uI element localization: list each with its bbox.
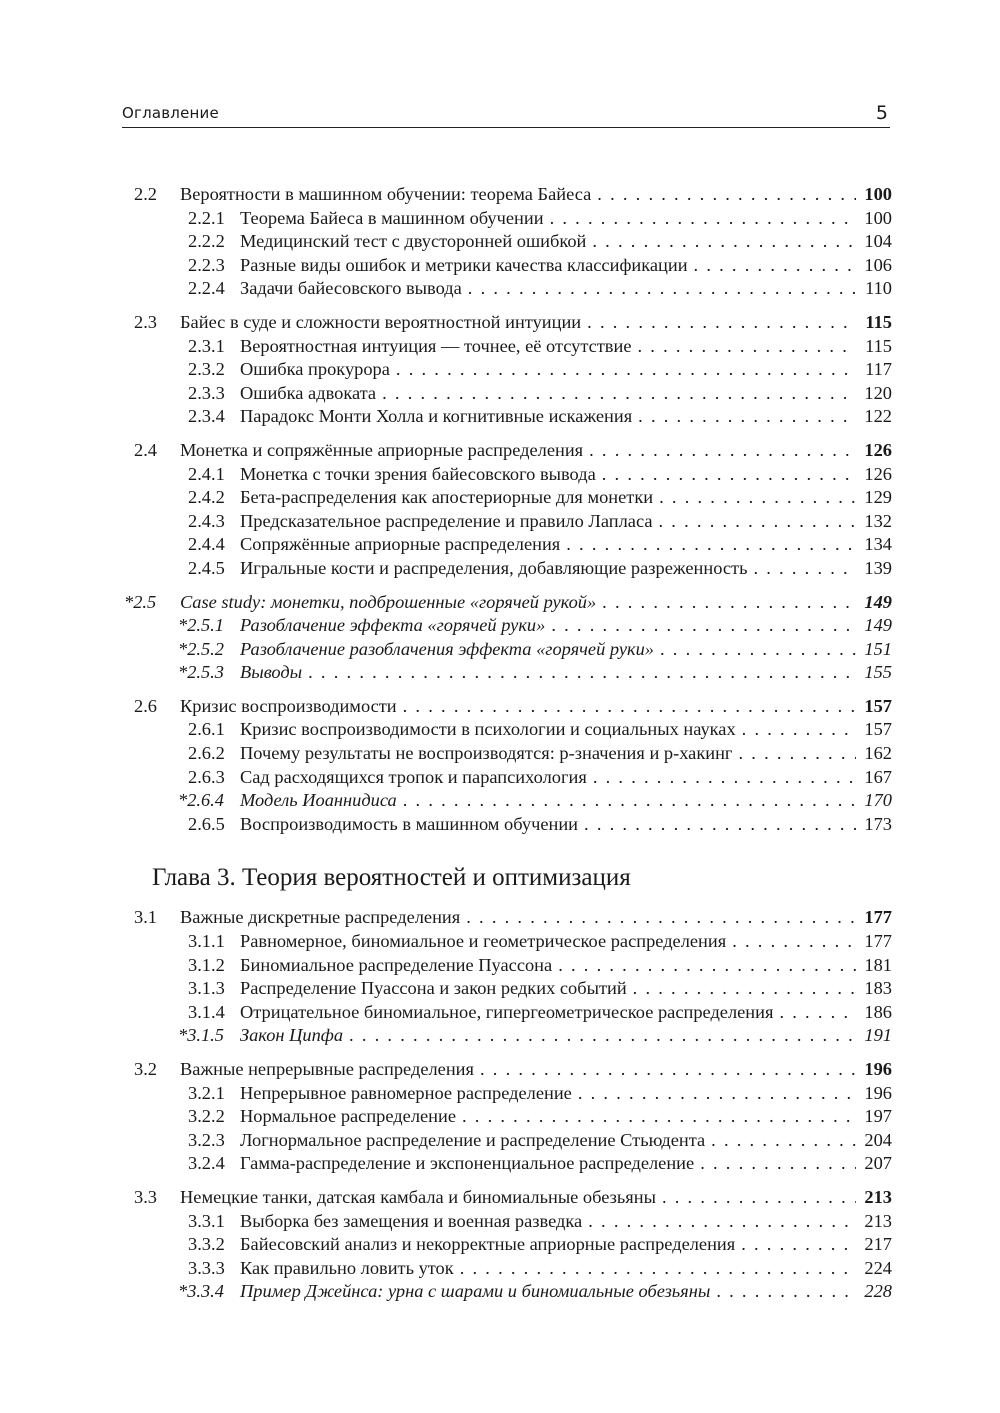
toc-subsection[interactable] — [122, 977, 892, 1001]
toc-page-number: 217 — [864, 1234, 892, 1255]
toc-subsection-number: 3.3.2 — [188, 1234, 225, 1255]
leader-dots — [584, 813, 856, 837]
leader-dots — [738, 742, 856, 766]
toc-subsection-number: 2.4.2 — [188, 487, 225, 508]
toc-page-number: 167 — [864, 766, 892, 787]
toc-section-title: Вероятности в машинном обучении: теорема Байеса — [180, 184, 592, 204]
toc-subsection-title: Бета-распределения как апостериорные для монетки — [240, 487, 654, 508]
toc-section[interactable] — [122, 439, 892, 463]
toc-page-number: 110 — [865, 278, 892, 299]
toc-section-number: 2.4 — [134, 439, 157, 460]
toc-subsection-title: Гамма-распределение и экспоненциальное распределение — [240, 1153, 695, 1174]
toc-subsection[interactable] — [122, 1152, 892, 1176]
leader-dots — [638, 335, 857, 359]
toc-subsection-title: Нормальное распределение — [240, 1106, 456, 1127]
leader-dots — [466, 906, 856, 930]
toc-subsection-title: Распределение Пуассона и закон редких событий — [240, 978, 627, 999]
leader-dots — [659, 486, 856, 510]
toc-page-number: 213 — [864, 1210, 892, 1231]
toc-subsection-title: Модель Иоаннидиса — [240, 790, 397, 811]
toc-subsection-title: Теорема Байеса в машинном обучении — [240, 207, 544, 228]
leader-dots — [779, 1001, 856, 1025]
leader-dots — [638, 405, 856, 429]
toc-page-number: 155 — [864, 662, 892, 683]
toc-section-number: *2.5 — [124, 591, 157, 612]
toc-subsection-number: 2.2.2 — [188, 231, 225, 252]
toc-section-title: Немецкие танки, датская камбала и биномиальные обезьяны — [180, 1186, 656, 1207]
toc-page-number: 115 — [865, 335, 892, 356]
toc-page-number: 120 — [864, 382, 892, 403]
toc-subsection[interactable] — [122, 718, 892, 742]
leader-dots — [480, 1058, 856, 1082]
leader-dots — [602, 591, 856, 615]
toc-subsection-number: 2.3.2 — [188, 359, 225, 380]
leader-dots — [592, 230, 856, 254]
toc-subsection[interactable] — [122, 335, 892, 359]
toc-subsection-number: 2.6.3 — [188, 766, 225, 787]
leader-dots — [403, 789, 856, 813]
toc-subsection[interactable] — [122, 1129, 892, 1153]
toc-subsection-title: Сад расходящихся тропок и парапсихология — [240, 766, 587, 787]
toc-subsection[interactable] — [122, 510, 892, 534]
toc-subsection-title: Задачи байесовского вывода — [240, 278, 462, 299]
toc-page-number: 191 — [864, 1025, 892, 1046]
toc-subsection-title: Как правильно ловить уток — [240, 1257, 454, 1278]
toc-subsection-number: 2.3.4 — [188, 406, 225, 427]
toc-subsection-title: Закон Ципфа — [240, 1025, 344, 1046]
toc-page-number: 115 — [865, 311, 892, 332]
toc-subsection[interactable] — [122, 533, 892, 557]
toc-subsection-title: Непрерывное равномерное распределение — [240, 1082, 572, 1103]
toc-subsection-title: Игральные кости и распределения, добавляющие разреженность — [240, 557, 748, 578]
leader-dots — [578, 1082, 856, 1106]
toc-page-number: 100 — [864, 207, 892, 228]
toc-section-number: 2.6 — [134, 695, 157, 716]
toc-subsection-title: Сопряжённые априорные распределения — [240, 534, 561, 555]
toc-page-number: 177 — [864, 931, 892, 952]
leader-dots — [659, 510, 856, 534]
leader-dots — [396, 358, 856, 382]
toc-page-number: 162 — [864, 743, 892, 764]
toc-page-number: 149 — [864, 615, 892, 636]
toc-page-number: 104 — [864, 231, 892, 252]
toc-subsection-number: *2.5.2 — [178, 638, 224, 659]
toc-subsection[interactable] — [122, 1280, 892, 1304]
toc-page-number: 170 — [864, 790, 892, 811]
toc-subsection-title: Разоблачение разоблачения эффекта «горячей руки» — [240, 638, 654, 659]
leader-dots — [566, 533, 856, 557]
toc-subsection-number: 3.2.2 — [188, 1106, 225, 1127]
toc-subsection-number: *3.1.5 — [178, 1025, 224, 1046]
toc-subsection-number: *2.6.4 — [178, 790, 224, 811]
toc-subsection[interactable] — [122, 277, 892, 301]
toc-page-number: 186 — [864, 1001, 892, 1022]
toc-subsection-number: 2.4.4 — [188, 534, 225, 555]
toc-section-title: Кризис воспроизводимости — [180, 695, 397, 716]
toc-section[interactable] — [122, 695, 892, 719]
toc-subsection[interactable] — [122, 1082, 892, 1106]
leader-dots — [550, 207, 856, 231]
toc-subsection-number: 2.2.1 — [188, 207, 225, 228]
leader-dots — [403, 695, 856, 719]
toc-subsection-title: Логнормальное распределение и распределение Стьюдента — [240, 1129, 706, 1150]
toc-section-number: 3.3 — [134, 1186, 157, 1207]
toc-page-number: 134 — [864, 534, 892, 555]
toc-subsection[interactable] — [122, 405, 892, 429]
toc-section-title: Монетка и сопряжённые априорные распределения — [180, 439, 584, 460]
leader-dots — [349, 1024, 856, 1048]
toc-section[interactable] — [122, 1186, 892, 1210]
toc-subsection[interactable] — [122, 1024, 892, 1048]
leader-dots — [660, 638, 856, 662]
toc-section-title: Важные непрерывные распределения — [180, 1059, 474, 1079]
toc-subsection-title: Монетка с точки зрения байесовского вывода — [240, 463, 596, 484]
leader-dots — [753, 557, 856, 581]
toc-subsection-title: Вероятностная интуиция — точнее, её отсутствие — [240, 335, 632, 356]
leader-dots — [588, 1210, 856, 1234]
toc-section-number: 2.3 — [134, 311, 157, 332]
toc-subsection[interactable] — [122, 789, 892, 813]
leader-dots — [741, 1233, 856, 1257]
toc-subsection-number: 3.1.1 — [188, 931, 225, 952]
toc-page-number: 173 — [864, 813, 892, 834]
toc-subsection[interactable] — [122, 358, 892, 382]
leader-dots — [633, 977, 856, 1001]
toc-section-number: 3.2 — [134, 1059, 157, 1079]
toc-subsection-number: 3.1.2 — [188, 954, 225, 975]
toc-page-number: 207 — [864, 1153, 892, 1174]
toc-subsection[interactable] — [122, 614, 892, 638]
toc-subsection[interactable] — [122, 766, 892, 790]
toc-page-number: 197 — [864, 1106, 892, 1127]
toc-subsection-number: 2.3.1 — [188, 335, 225, 356]
page-number: 5 — [875, 102, 888, 124]
toc-subsection-title: Почему результаты не воспроизводятся: p-значения и p-хакинг — [240, 743, 733, 764]
leader-dots — [742, 718, 856, 742]
toc-subsection[interactable] — [122, 1210, 892, 1234]
toc-subsection[interactable] — [122, 254, 892, 278]
toc-section-number: 2.2 — [134, 184, 157, 204]
leader-dots — [462, 1105, 856, 1129]
toc-subsection[interactable] — [122, 930, 892, 954]
leader-dots — [732, 930, 856, 954]
toc-subsection-number: *3.3.4 — [178, 1281, 224, 1302]
toc-subsection-title: Равномерное, биномиальное и геометрическое распределения — [240, 931, 727, 952]
toc-page-number: 157 — [864, 695, 892, 716]
toc-subsection[interactable] — [122, 463, 892, 487]
toc-subsection[interactable] — [122, 486, 892, 510]
toc-page-number: 213 — [864, 1186, 892, 1207]
toc-subsection[interactable] — [122, 557, 892, 581]
toc-page-number: 126 — [864, 463, 892, 484]
toc-page-number: 149 — [864, 591, 892, 612]
toc-section[interactable] — [122, 1058, 892, 1082]
toc-subsection-title: Разные виды ошибок и метрики качества классификации — [240, 254, 688, 275]
running-header-title: Оглавление — [122, 104, 219, 122]
toc-subsection[interactable] — [122, 1105, 892, 1129]
toc-page-number: 139 — [864, 557, 892, 578]
toc-subsection-number: 2.3.3 — [188, 382, 225, 403]
toc-section[interactable] — [122, 183, 892, 207]
toc-page-number: 100 — [864, 184, 892, 204]
leader-dots — [597, 183, 856, 207]
toc-subsection-number: 2.4.5 — [188, 557, 225, 578]
toc-subsection-number: 2.4.1 — [188, 463, 225, 484]
toc-subsection-number: 2.2.4 — [188, 278, 225, 299]
toc-subsection[interactable] — [122, 207, 892, 231]
toc-page-number: 122 — [864, 406, 892, 427]
toc-section[interactable] — [122, 591, 892, 615]
toc-section-title: Байес в суде и сложности вероятностной интуиции — [180, 311, 582, 332]
toc-subsection-number: 2.2.3 — [188, 254, 225, 275]
leader-dots — [593, 766, 856, 790]
toc-subsection-number: 3.3.3 — [188, 1257, 225, 1278]
toc-subsection-number: 2.6.5 — [188, 813, 225, 834]
toc-subsection[interactable] — [122, 1233, 892, 1257]
toc-subsection[interactable] — [122, 638, 892, 662]
toc-page-number: 157 — [864, 719, 892, 740]
toc-subsection-number: 3.2.1 — [188, 1082, 225, 1103]
toc-page-number: 204 — [864, 1129, 892, 1150]
toc-subsection[interactable] — [122, 382, 892, 406]
toc-section-title: Важные дискретные распределения — [180, 907, 461, 928]
toc-subsection[interactable] — [122, 661, 892, 685]
leader-dots — [602, 463, 856, 487]
toc-subsection-number: 3.2.4 — [188, 1153, 225, 1174]
leader-dots — [460, 1257, 856, 1281]
leader-dots — [558, 954, 856, 978]
toc-subsection-title: Ошибка прокурора — [240, 359, 390, 380]
toc-subsection-title: Выводы — [240, 662, 303, 683]
toc-subsection-number: 3.2.3 — [188, 1129, 225, 1150]
leader-dots — [382, 382, 856, 406]
toc-subsection-title: Байесовский анализ и некорректные априорные распределения — [240, 1234, 736, 1255]
toc-subsection[interactable] — [122, 1257, 892, 1281]
toc-page-number: 106 — [864, 254, 892, 275]
toc-section-title: Case study: монетки, подброшенные «горячей рукой» — [180, 591, 597, 612]
toc-subsection-title: Ошибка адвоката — [240, 382, 377, 403]
toc-page-number: 196 — [864, 1059, 892, 1079]
toc-page-number: 132 — [864, 510, 892, 531]
toc-subsection-number: 2.4.3 — [188, 510, 225, 531]
toc-page-number: 177 — [864, 907, 892, 928]
chapter-heading[interactable]: Глава 3. Теория вероятностей и оптимизация — [152, 864, 631, 892]
leader-dots — [468, 277, 856, 301]
toc-page-number: 129 — [864, 487, 892, 508]
leader-dots — [308, 661, 856, 685]
leader-dots — [662, 1186, 856, 1210]
leader-dots — [551, 614, 856, 638]
leader-dots — [711, 1129, 856, 1153]
toc-page-number: 117 — [865, 359, 892, 380]
toc-subsection[interactable] — [122, 1001, 892, 1025]
toc-page-number: 183 — [864, 978, 892, 999]
toc-subsection-title: Медицинский тест с двусторонней ошибкой — [240, 231, 587, 252]
toc-page-number: 196 — [864, 1082, 892, 1103]
toc-page-number: 224 — [864, 1257, 892, 1278]
toc-subsection-number: *2.5.3 — [178, 662, 224, 683]
toc-subsection-title: Парадокс Монти Холла и когнитивные искажения — [240, 406, 633, 427]
toc-subsection-title: Отрицательное биномиальное, гипергеометрическое распределения — [240, 1001, 774, 1022]
toc-subsection-number: 2.6.1 — [188, 719, 225, 740]
running-header — [122, 101, 890, 128]
toc-subsection-title: Выборка без замещения и военная разведка — [240, 1210, 583, 1231]
toc-subsection[interactable] — [122, 954, 892, 978]
toc-subsection-title: Разоблачение эффекта «горячей руки» — [240, 615, 546, 636]
toc-subsection-title: Кризис воспроизводимости в психологии и социальных науках — [240, 719, 736, 740]
toc-section[interactable] — [122, 906, 892, 930]
toc-subsection-title: Пример Джейнса: урна с шарами и биномиальные обезьяны — [240, 1281, 711, 1302]
toc-section[interactable] — [122, 311, 892, 335]
toc-subsection[interactable] — [122, 742, 892, 766]
toc-section-number: 3.1 — [134, 907, 157, 928]
leader-dots — [716, 1280, 856, 1304]
toc-page-number: 151 — [864, 638, 892, 659]
toc-subsection-title: Предсказательное распределение и правило Лапласа — [240, 510, 653, 531]
table-of-contents — [122, 183, 892, 1304]
toc-subsection-title: Воспроизводимость в машинном обучении — [240, 813, 579, 834]
toc-page-number: 126 — [864, 439, 892, 460]
toc-page-number: 228 — [864, 1281, 892, 1302]
leader-dots — [589, 439, 856, 463]
toc-subsection-number: 3.3.1 — [188, 1210, 225, 1231]
toc-subsection-number: 2.6.2 — [188, 743, 225, 764]
toc-page-number: 181 — [864, 954, 892, 975]
toc-subsection-number: 3.1.3 — [188, 978, 225, 999]
toc-subsection[interactable] — [122, 230, 892, 254]
toc-subsection[interactable] — [122, 813, 892, 837]
leader-dots — [587, 311, 856, 335]
toc-subsection-number: 3.1.4 — [188, 1001, 225, 1022]
toc-subsection-title: Биномиальное распределение Пуассона — [240, 954, 553, 975]
leader-dots — [694, 254, 856, 278]
toc-subsection-number: *2.5.1 — [178, 615, 224, 636]
leader-dots — [700, 1152, 856, 1176]
